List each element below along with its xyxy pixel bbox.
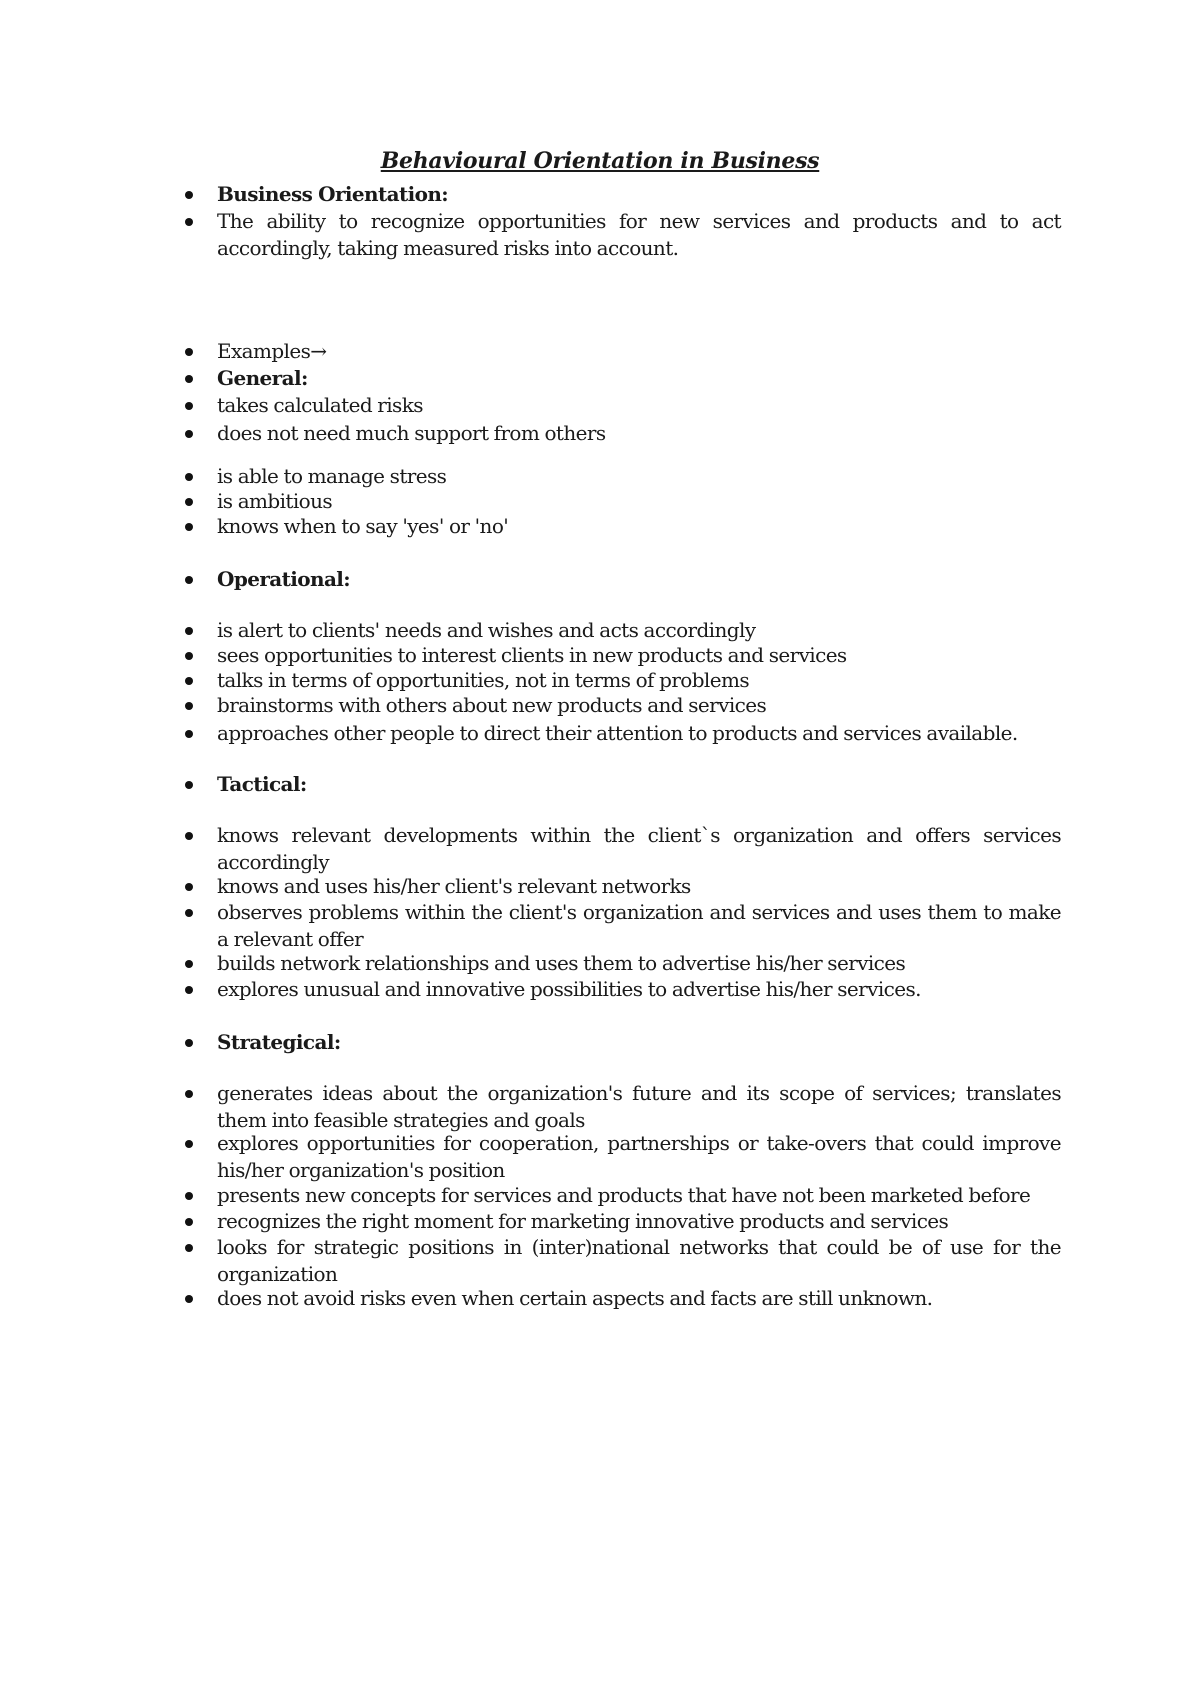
bullet-icon (185, 402, 193, 410)
bullet-icon (185, 832, 193, 840)
bullet-icon (185, 218, 193, 226)
bullet-icon (185, 986, 193, 994)
list-item-text: explores unusual and innovative possibilities to advertise his/her services. (217, 977, 921, 1001)
list-item-text: knows and uses his/her client's relevant networks (217, 874, 691, 898)
bullet-icon (185, 1218, 193, 1226)
list-item-text: is able to manage stress (217, 464, 447, 488)
list-item-text: presents new concepts for services and products that have not been marketed before (217, 1183, 1031, 1207)
bullet-icon (185, 375, 193, 383)
section-heading: Operational: (217, 567, 351, 591)
bullet-icon (185, 909, 193, 917)
bullet-icon (185, 473, 193, 481)
bullet-icon (185, 576, 193, 584)
list-item-text: does not need much support from others (217, 421, 606, 445)
bullet-icon (185, 652, 193, 660)
bullet-icon (185, 781, 193, 789)
bullet-icon (185, 883, 193, 891)
bullet-icon (185, 1295, 193, 1303)
bullet-icon (185, 702, 193, 710)
bullet-icon (185, 730, 193, 738)
bullet-icon (185, 1090, 193, 1098)
list-item-text: explores opportunities for cooperation, partnerships or take-overs that could improve his/her organization's position (217, 1131, 1061, 1182)
list-item-text: is alert to clients' needs and wishes and acts accordingly (217, 618, 756, 642)
list-item-text: recognizes the right moment for marketing innovative products and services (217, 1209, 949, 1233)
list-item-text: is ambitious (217, 489, 333, 513)
bullet-icon (185, 960, 193, 968)
list-item-text: looks for strategic positions in (inter)national networks that could be of use for the organization (217, 1235, 1061, 1286)
list-item-text: knows when to say 'yes' or 'no' (217, 514, 509, 538)
list-item-text: talks in terms of opportunities, not in terms of problems (217, 668, 749, 692)
section-heading: Strategical: (217, 1030, 341, 1054)
list-item-text: The ability to recognize opportunities for new services and products and to act accordingly, taking measured risks into account. (217, 209, 1061, 260)
list-item-text: sees opportunities to interest clients in new products and services (217, 643, 847, 667)
list-item-text: generates ideas about the organization's future and its scope of services; translates them into feasible strategies and goals (217, 1081, 1061, 1132)
section-heading: Tactical: (217, 772, 307, 796)
list-item-text: Examples→ (217, 339, 327, 363)
bullet-icon (185, 1140, 193, 1148)
list-item-text: approaches other people to direct their attention to products and services available. (217, 721, 1018, 745)
bullet-icon (185, 1192, 193, 1200)
list-item-text: brainstorms with others about new products and services (217, 693, 767, 717)
bullet-icon (185, 498, 193, 506)
bullet-icon (185, 523, 193, 531)
list-item-text: takes calculated risks (217, 393, 423, 417)
document-title: Behavioural Orientation in Business (380, 148, 820, 174)
bullet-icon (185, 348, 193, 356)
list-item-text: does not avoid risks even when certain aspects and facts are still unknown. (217, 1286, 933, 1310)
bullet-icon (185, 627, 193, 635)
bullet-icon (185, 1039, 193, 1047)
list-item-text: builds network relationships and uses them to advertise his/her services (217, 951, 906, 975)
list-item-text: knows relevant developments within the client`s organization and offers services accordingly (217, 823, 1061, 874)
bullet-icon (185, 677, 193, 685)
list-item-text: observes problems within the client's organization and services and uses them to make a relevant offer (217, 900, 1061, 951)
section-heading: Business Orientation: (217, 182, 449, 206)
section-heading: General: (217, 366, 308, 390)
bullet-icon (185, 191, 193, 199)
bullet-icon (185, 430, 193, 438)
bullet-icon (185, 1244, 193, 1252)
